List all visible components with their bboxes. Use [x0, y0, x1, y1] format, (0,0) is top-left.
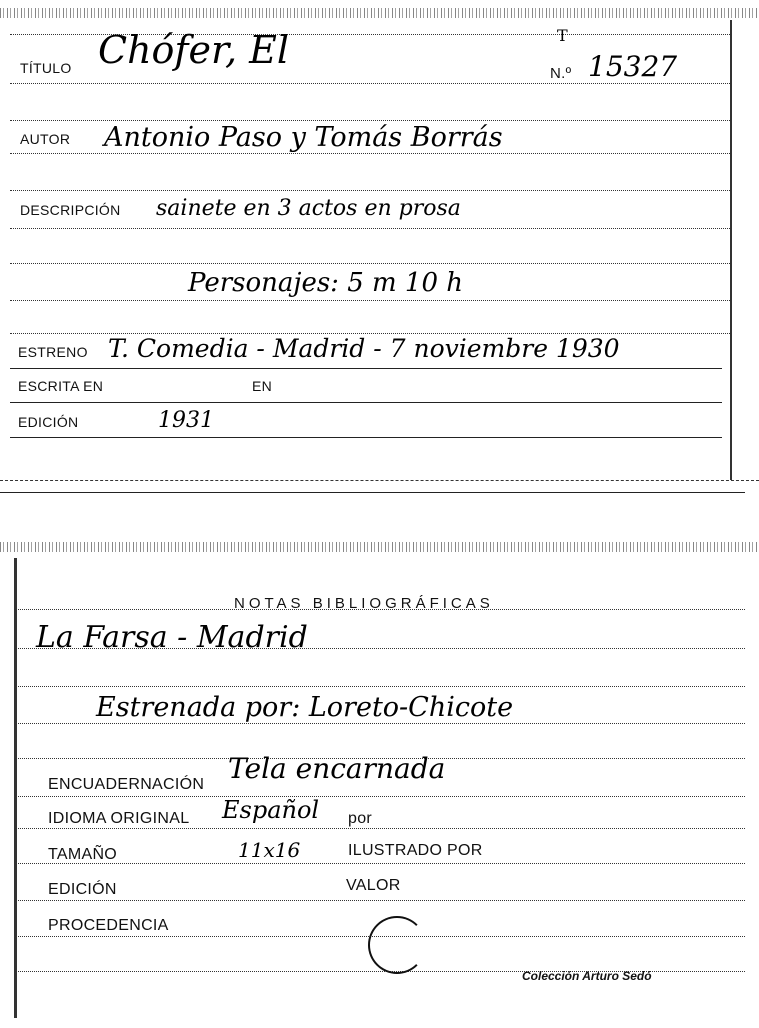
rule-line: [18, 723, 745, 724]
estreno-label: ESTRENO: [18, 344, 88, 360]
numero-value: 15327: [588, 50, 678, 83]
note-line-2: Estrenada por: Loreto-Chicote: [96, 692, 514, 723]
descripcion-value: sainete en 3 actos en prosa: [156, 196, 461, 221]
rule-line: [10, 368, 722, 369]
rule-line: [10, 153, 732, 154]
tamano-label: TAMAÑO: [48, 846, 118, 863]
valor-label: VALOR: [346, 877, 401, 894]
collection-label: Colección Arturo Sedó: [522, 969, 652, 983]
rule-line: [10, 300, 732, 301]
rule-line: [10, 437, 722, 438]
rule-line: [10, 120, 732, 121]
autor-value: Antonio Paso y Tomás Borrás: [104, 122, 503, 153]
personajes-value: Personajes: 5 m 10 h: [188, 268, 464, 298]
descripcion-label: DESCRIPCIÓN: [20, 202, 121, 218]
stamp-mark: [368, 916, 426, 974]
autor-label: AUTOR: [20, 131, 71, 147]
en-label: EN: [252, 378, 273, 394]
note-line-1: La Farsa - Madrid: [36, 620, 308, 655]
numero-label: N.º: [550, 65, 572, 82]
idioma-label: IDIOMA ORIGINAL: [48, 810, 190, 827]
ilustrado-label: ILUSTRADO POR: [348, 842, 483, 859]
numero-mark: T: [557, 26, 568, 45]
rule-line: [18, 863, 745, 864]
estreno-value: T. Comedia - Madrid - 7 noviembre 1930: [108, 334, 620, 363]
rule-line: [18, 686, 745, 687]
card-separator-line: [0, 492, 745, 493]
idioma-value: Español: [222, 796, 320, 824]
titulo-value: Chófer, El: [98, 28, 290, 72]
rule-line: [18, 900, 745, 901]
card-top-edge: [0, 8, 759, 18]
encuadernacion-label: ENCUADERNACIÓN: [48, 776, 205, 793]
procedencia-label: PROCEDENCIA: [48, 917, 169, 934]
por-label: por: [348, 810, 373, 827]
rule-line: [10, 228, 732, 229]
card-left-edge: [14, 558, 17, 1018]
encuadernacion-value: Tela encarnada: [228, 752, 446, 785]
catalog-card-front: [0, 0, 759, 488]
escrita-en-label: ESCRITA EN: [18, 378, 104, 394]
notas-title: NOTAS BIBLIOGRÁFICAS: [234, 595, 494, 612]
rule-line: [10, 190, 732, 191]
edicion-label-back: EDICIÓN: [48, 881, 117, 898]
card-right-edge: [730, 20, 732, 480]
rule-line: [10, 402, 722, 403]
catalog-card-back: [0, 538, 759, 1018]
titulo-label: TÍTULO: [20, 60, 72, 76]
card-top-edge: [0, 542, 759, 552]
rule-line: [18, 828, 745, 829]
tamano-value: 11x16: [238, 838, 301, 862]
card-separator: [0, 480, 759, 481]
rule-line: [10, 83, 732, 84]
rule-line: [10, 263, 732, 264]
edicion-label: EDICIÓN: [18, 414, 79, 430]
edicion-value: 1931: [158, 408, 214, 433]
rule-line: [18, 796, 745, 797]
